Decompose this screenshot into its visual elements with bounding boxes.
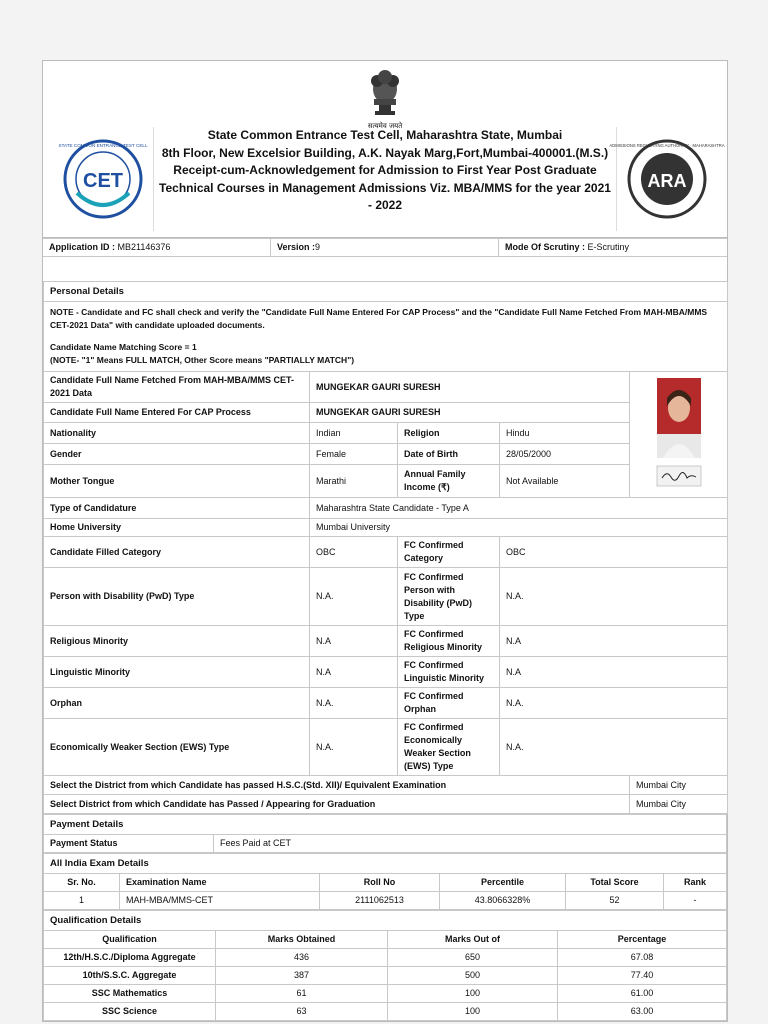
qual-col-percentage: Percentage: [558, 931, 727, 949]
fc-category-label: FC Confirmed Category: [398, 537, 500, 568]
gender-value: Female: [310, 444, 398, 465]
ews-label: Economically Weaker Section (EWS) Type: [44, 719, 310, 776]
exam-header-row: [44, 874, 727, 892]
note-matching-score: Candidate Name Matching Score = 1: [50, 342, 197, 352]
category-label: Candidate Filled Category: [44, 537, 310, 568]
application-info-row: [43, 238, 727, 257]
linguistic-minority-label: Linguistic Minority: [44, 657, 310, 688]
title-line-3: Receipt-cum-Acknowledgement for Admission to First Year Post Graduate: [173, 163, 597, 177]
ara-logo: [609, 127, 725, 231]
fc-category-value: OBC: [500, 537, 728, 568]
personal-details-table: [43, 281, 728, 814]
qualification-details-title: Qualification Details: [44, 911, 727, 931]
qual-percentage: 63.00: [558, 1003, 727, 1021]
qual-col-outof: Marks Out of: [388, 931, 558, 949]
title-line-4: Technical Courses in Management Admissions Viz. MBA/MMS for the year 2021: [159, 180, 611, 195]
university-label: Home University: [44, 519, 310, 537]
qual-outof: 100: [388, 985, 558, 1003]
exam-col-rank: Rank: [664, 874, 727, 892]
exam-roll: 2111062513: [320, 892, 440, 910]
name-fetched-value: MUNGEKAR GAURI SURESH: [310, 372, 630, 403]
fc-ews-label: FC Confirmed Economically Weaker Section (EWS) Type: [398, 719, 500, 776]
document-header: [43, 61, 727, 238]
scrutiny-label: Mode Of Scrutiny :: [505, 242, 586, 252]
application-id-value: MB21146376: [117, 242, 171, 252]
exam-details-title: All India Exam Details: [44, 854, 727, 874]
religion-label: Religion: [398, 423, 500, 444]
exam-rank: -: [664, 892, 727, 910]
gender-label: Gender: [44, 444, 310, 465]
qual-outof: 650: [388, 949, 558, 967]
table-row: [44, 892, 727, 910]
ara-logo-icon: [609, 127, 725, 231]
candidature-label: Type of Candidature: [44, 498, 310, 519]
qual-col-obtained: Marks Obtained: [216, 931, 388, 949]
cet-logo-text: CET: [83, 170, 123, 192]
name-entered-value: MUNGEKAR GAURI SURESH: [310, 403, 630, 423]
qual-obtained: 436: [216, 949, 388, 967]
payment-details-title: Payment Details: [44, 815, 727, 835]
exam-srno: 1: [44, 892, 120, 910]
qual-name: SSC Mathematics: [44, 985, 216, 1003]
note-name-verification: NOTE - Candidate and FC shall check and verify the "Candidate Full Name Entered For CAP Process" and the "Candidate Full Name Fetched From MAH-MBA/MMS CET-2021 Data" with candidate uploaded documents.: [50, 307, 708, 330]
income-value: Not Available: [500, 465, 630, 498]
exam-details-table: [43, 853, 727, 910]
cet-logo: [53, 127, 154, 231]
document-title: [155, 127, 615, 215]
qual-percentage: 77.40: [558, 967, 727, 985]
fc-orphan-label: FC Confirmed Orphan: [398, 688, 500, 719]
table-row: [44, 949, 727, 967]
version-value: 9: [315, 242, 321, 252]
version-label: Version :: [277, 242, 316, 252]
dob-label: Date of Birth: [398, 444, 500, 465]
qual-name: 12th/H.S.C./Diploma Aggregate: [44, 949, 216, 967]
ara-logo-text: ARA: [647, 171, 687, 191]
personal-note: [44, 302, 728, 372]
nationality-value: Indian: [310, 423, 398, 444]
exam-col-score: Total Score: [566, 874, 664, 892]
photo-signature-cell: [630, 372, 728, 498]
qual-col-qualification: Qualification: [44, 931, 216, 949]
fc-linguistic-minority-label: FC Confirmed Linguistic Minority: [398, 657, 500, 688]
exam-col-percentile: Percentile: [440, 874, 566, 892]
qualification-details-table: [43, 910, 727, 1021]
mother-tongue-value: Marathi: [310, 465, 398, 498]
candidature-value: Maharashtra State Candidate - Type A: [310, 498, 728, 519]
national-emblem-icon: [363, 65, 407, 130]
qualification-header-row: [44, 931, 727, 949]
dob-value: 28/05/2000: [500, 444, 630, 465]
exam-col-srno: Sr. No.: [44, 874, 120, 892]
pwd-label: Person with Disability (PwD) Type: [44, 568, 310, 626]
exam-col-roll: Roll No: [320, 874, 440, 892]
spacer: [43, 257, 727, 281]
fc-pwd-value: N.A.: [500, 568, 728, 626]
religion-value: Hindu: [500, 423, 630, 444]
fc-religious-minority-label: FC Confirmed Religious Minority: [398, 626, 500, 657]
fc-ews-value: N.A.: [500, 719, 728, 776]
orphan-label: Orphan: [44, 688, 310, 719]
exam-col-name: Examination Name: [120, 874, 320, 892]
exam-percentile: 43.8066328%: [440, 892, 566, 910]
linguistic-minority-value: N.A: [310, 657, 398, 688]
ews-value: N.A.: [310, 719, 398, 776]
fc-linguistic-minority-value: N.A: [500, 657, 728, 688]
note-matching-explain: (NOTE- "1" Means FULL MATCH, Other Score means "PARTIALLY MATCH"): [50, 355, 355, 365]
category-value: OBC: [310, 537, 398, 568]
qual-obtained: 61: [216, 985, 388, 1003]
hsc-district-label: Select the District from which Candidate has passed H.S.C.(Std. XII)/ Equivalent Examination: [44, 776, 630, 795]
emblem-caption: सत्यमेव जयते: [367, 122, 403, 130]
orphan-value: N.A.: [310, 688, 398, 719]
religious-minority-value: N.A: [310, 626, 398, 657]
application-id-label: Application ID :: [49, 242, 115, 252]
scrutiny-value: E-Scrutiny: [587, 242, 630, 252]
income-label: Annual Family Income (₹): [398, 465, 500, 498]
nationality-label: Nationality: [44, 423, 310, 444]
qual-outof: 500: [388, 967, 558, 985]
receipt-document: [42, 60, 728, 1022]
qual-outof: 100: [388, 1003, 558, 1021]
grad-district-value: Mumbai City: [630, 795, 728, 814]
grad-district-label: Select District from which Candidate has Passed / Appearing for Graduation: [44, 795, 630, 814]
mother-tongue-label: Mother Tongue: [44, 465, 310, 498]
fc-pwd-label: FC Confirmed Person with Disability (PwD) Type: [398, 568, 500, 626]
qual-name: SSC Science: [44, 1003, 216, 1021]
qual-percentage: 61.00: [558, 985, 727, 1003]
qual-name: 10th/S.S.C. Aggregate: [44, 967, 216, 985]
table-row: [44, 967, 727, 985]
name-fetched-label: Candidate Full Name Fetched From MAH-MBA/MMS CET-2021 Data: [44, 372, 310, 403]
pwd-value: N.A.: [310, 568, 398, 626]
religious-minority-label: Religious Minority: [44, 626, 310, 657]
fc-religious-minority-value: N.A: [500, 626, 728, 657]
name-entered-label: Candidate Full Name Entered For CAP Process: [44, 403, 310, 423]
ara-logo-ring-text: ADMISSIONS REGULATING AUTHORITY · MAHARASHTRA: [609, 143, 725, 148]
exam-score: 52: [566, 892, 664, 910]
candidate-photo: [657, 378, 701, 458]
table-row: [44, 1003, 727, 1021]
exam-name: MAH-MBA/MMS-CET: [120, 892, 320, 910]
university-value: Mumbai University: [310, 519, 728, 537]
hsc-district-value: Mumbai City: [630, 776, 728, 795]
fc-orphan-value: N.A.: [500, 688, 728, 719]
candidate-signature: [657, 466, 701, 486]
personal-details-title: Personal Details: [44, 282, 728, 302]
payment-status-label: Payment Status: [44, 835, 214, 853]
title-line-2: 8th Floor, New Excelsior Building, A.K. Nayak Marg,Fort,Mumbai-400001.(M.S.): [161, 145, 609, 160]
qual-percentage: 67.08: [558, 949, 727, 967]
qual-obtained: 387: [216, 967, 388, 985]
table-row: [44, 985, 727, 1003]
qual-obtained: 63: [216, 1003, 388, 1021]
title-line-1: State Common Entrance Test Cell, Maharashtra State, Mumbai: [207, 128, 563, 142]
cet-logo-ring-text: STATE COMMON ENTRANCE TEST CELL: [58, 143, 148, 148]
title-line-5: - 2022: [367, 198, 403, 212]
payment-status-value: Fees Paid at CET: [214, 835, 727, 853]
payment-details-table: [43, 814, 727, 853]
cet-logo-icon: [53, 127, 153, 231]
